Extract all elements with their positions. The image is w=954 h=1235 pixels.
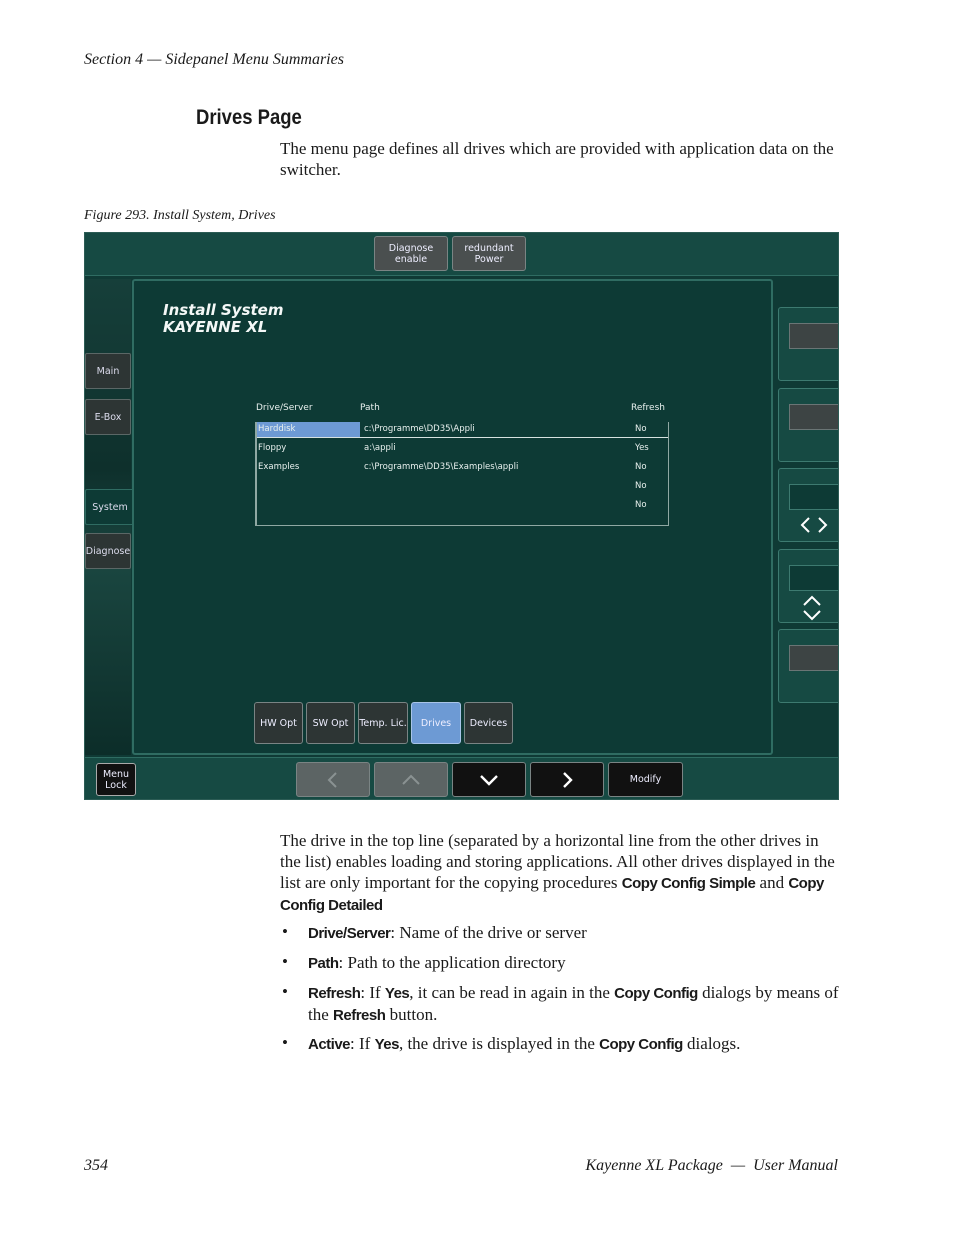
tab-devices[interactable]: Devices [464, 702, 513, 744]
definition: button. [385, 1005, 438, 1024]
right-box-2 [778, 388, 839, 462]
arrow-right-button[interactable] [530, 762, 604, 797]
term-drive-server: Drive/Server [308, 925, 391, 942]
bullet-dot: • [282, 922, 288, 941]
col-path: Path [360, 403, 380, 413]
top-line-separator [256, 437, 668, 438]
table-row-refresh: No [635, 462, 647, 472]
tab-system[interactable]: System [85, 489, 134, 525]
definition: : Path to the application directory [338, 953, 566, 972]
footer-title: Kayenne XL Package — User Manual [585, 1157, 838, 1174]
kw-copy-config-simple: Copy Config Simple [621, 875, 756, 892]
para-text-2: and [755, 873, 789, 892]
bullet-dot: • [282, 982, 288, 1001]
table-row-refresh: No [635, 481, 647, 491]
right-box-4 [778, 549, 839, 623]
table-row-drive[interactable]: Floppy [258, 443, 287, 453]
right-box-1 [778, 307, 839, 381]
figure-caption: Figure 293. Install System, Drives [84, 208, 276, 223]
kw-copy-config: Copy Config [599, 1036, 683, 1053]
term-path: Path [308, 955, 339, 972]
bottom-bar [85, 757, 839, 800]
kw-copy-config: Copy Config [614, 985, 698, 1002]
arrow-up-button[interactable] [374, 762, 448, 797]
redundant-power-button[interactable]: redundant Power [452, 236, 526, 271]
right-box-3 [778, 468, 839, 542]
term-refresh: Refresh [308, 985, 361, 1002]
tab-drives[interactable]: Drives [411, 702, 461, 744]
col-drive-server: Drive/Server [256, 403, 313, 413]
install-system-screenshot [84, 232, 839, 800]
para-text-1: The drive in the top line (separated by a horizontal line from the other drives in the list) enables loading and storing applications. All other drives displayed in the list are only important for the copying procedures [280, 831, 835, 892]
tab-main[interactable]: Main [85, 353, 131, 389]
table-row-refresh: No [635, 424, 647, 434]
chevron-down-icon [478, 773, 500, 787]
section-heading: Drives Page [196, 106, 302, 129]
drives-table [255, 422, 669, 526]
kw-yes: Yes [384, 985, 410, 1002]
title-install-system: Install System [163, 301, 284, 319]
menu-lock-button[interactable]: Menu Lock [96, 763, 136, 796]
definition: , the drive is displayed in the [398, 1034, 600, 1053]
arrow-down-button[interactable] [452, 762, 526, 797]
definition: : If [350, 1034, 375, 1053]
kw-yes: Yes [374, 1036, 399, 1053]
table-row-drive[interactable]: Harddisk [258, 424, 296, 434]
up-down-arrows-icon[interactable] [801, 594, 823, 622]
kw-refresh: Refresh [333, 1007, 386, 1024]
chevron-left-icon [325, 770, 341, 790]
diagnose-enable-button[interactable]: Diagnose enable [374, 236, 448, 271]
left-right-arrows-icon[interactable] [799, 515, 829, 535]
list-item [308, 1033, 848, 1055]
right-box-5 [778, 629, 839, 703]
table-row-drive[interactable]: Examples [258, 462, 300, 472]
arrow-left-button[interactable] [296, 762, 370, 797]
definition: dialogs. [682, 1034, 741, 1053]
definition: : If [360, 983, 385, 1002]
table-row-refresh: Yes [635, 443, 649, 453]
title-kayenne-xl: KAYENNE XL [163, 318, 268, 336]
definition: dialogs by means of the [308, 983, 839, 1024]
tab-hw-opt[interactable]: HW Opt [254, 702, 303, 744]
tab-sw-opt[interactable]: SW Opt [306, 702, 355, 744]
list-item [308, 922, 848, 944]
table-row-path: c:\Programme\DD35\Appli [364, 424, 475, 434]
tab-e-box[interactable]: E-Box [85, 399, 131, 435]
description-paragraph [280, 830, 842, 916]
chevron-right-icon [559, 770, 575, 790]
top-bar [85, 233, 839, 276]
list-item [308, 982, 848, 1026]
page-header: Section 4 — Sidepanel Menu Summaries [84, 51, 344, 68]
table-row-refresh: No [635, 500, 647, 510]
kw-copy-config-detailed: Copy Config Detailed [280, 875, 824, 914]
list-item [308, 952, 848, 974]
col-refresh: Refresh [631, 403, 665, 413]
table-row-path: a:\appli [364, 443, 396, 453]
definition: : Name of the drive or server [390, 923, 587, 942]
intro-paragraph: The menu page defines all drives which are provided with application data on the switcher. [280, 139, 834, 179]
bullet-dot: • [282, 952, 288, 971]
tab-diagnose[interactable]: Diagnose [85, 533, 131, 569]
tab-temp-lic[interactable]: Temp. Lic. [358, 702, 408, 744]
table-row-path: c:\Programme\DD35\Examples\appli [364, 462, 519, 472]
page-number: 354 [84, 1157, 108, 1174]
chevron-up-icon [400, 773, 422, 787]
definition: , it can be read in again in the [409, 983, 615, 1002]
term-active: Active [308, 1036, 351, 1053]
modify-button[interactable]: Modify [608, 762, 683, 797]
bullet-dot: • [282, 1033, 288, 1052]
